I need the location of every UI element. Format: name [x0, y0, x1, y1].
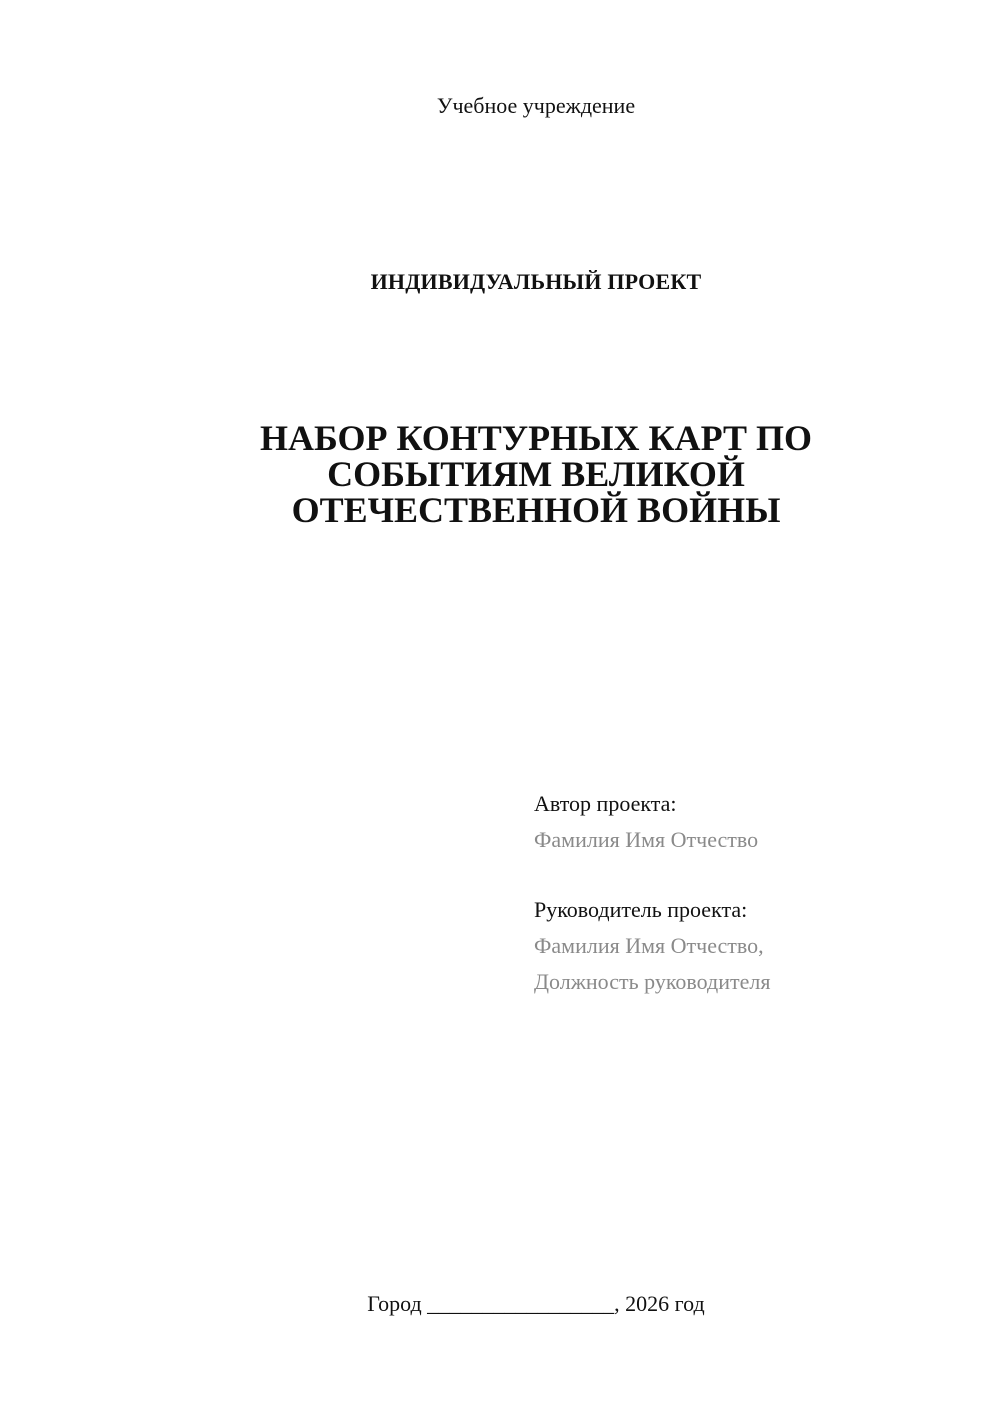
authors-spacer [534, 858, 974, 892]
supervisor-label: Руководитель проекта: [534, 897, 748, 922]
supervisor-name-placeholder: Фамилия Имя Отчество, [534, 933, 764, 958]
supervisor-position-placeholder: Должность руководителя [534, 969, 771, 994]
project-title [170, 420, 902, 528]
project-type-heading: ИНДИВИДУАЛЬНЫЙ ПРОЕКТ [370, 269, 702, 294]
project-title-line-3: ОТЕЧЕСТВЕННОЙ ВОЙНЫ [291, 490, 781, 530]
author-name-placeholder: Фамилия Имя Отчество [534, 827, 759, 852]
project-title-line-1: НАБОР КОНТУРНЫХ КАРТ ПО [259, 418, 813, 458]
institution-name: Учебное учреждение [436, 93, 636, 118]
project-title-line-2: СОБЫТИЯМ ВЕЛИКОЙ [327, 454, 745, 494]
author-label: Автор проекта: [534, 791, 677, 816]
city-year-footer: Город _________________, 2026 год [367, 1291, 705, 1316]
authors-block [534, 786, 974, 1000]
